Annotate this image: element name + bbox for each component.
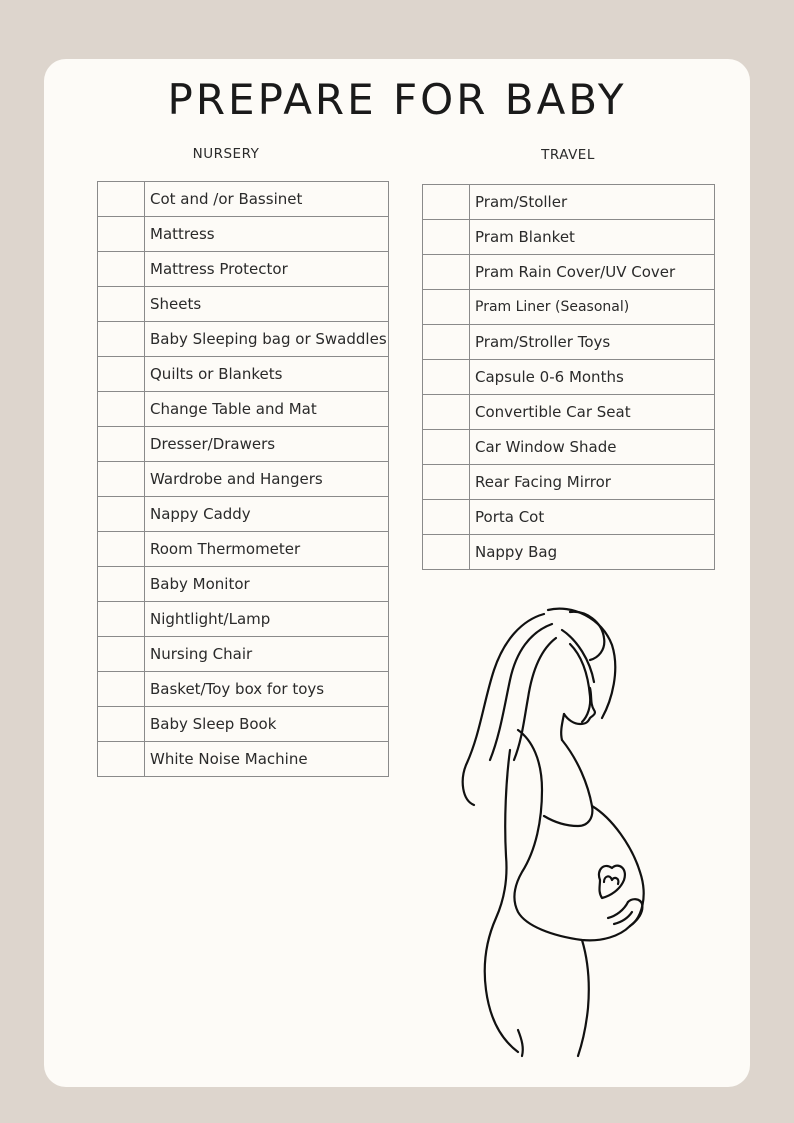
checklist-row: [98, 357, 389, 392]
item-label: Pram/Stoller: [470, 185, 715, 220]
item-label: Pram Rain Cover/UV Cover: [470, 255, 715, 290]
checkbox-cell[interactable]: [98, 252, 145, 287]
checkbox-cell[interactable]: [98, 672, 145, 707]
checkbox-cell[interactable]: [98, 462, 145, 497]
checklist-row: [423, 290, 715, 325]
checkbox-cell[interactable]: [423, 500, 470, 535]
checkbox-cell[interactable]: [98, 427, 145, 462]
checklist-row: [423, 500, 715, 535]
checklist-row: [98, 427, 389, 462]
checklist-row: [423, 395, 715, 430]
checkbox-cell[interactable]: [98, 217, 145, 252]
checklist-row: [423, 325, 715, 360]
pregnant-woman-line-art-icon: [452, 600, 662, 1060]
checkbox-cell[interactable]: [98, 497, 145, 532]
item-label: Pram Liner (Seasonal): [470, 290, 715, 325]
item-label: White Noise Machine: [145, 742, 389, 777]
checkbox-cell[interactable]: [98, 637, 145, 672]
item-label: Wardrobe and Hangers: [145, 462, 389, 497]
checklist-row: [423, 185, 715, 220]
checklist-row: [98, 217, 389, 252]
checkbox-cell[interactable]: [98, 322, 145, 357]
item-label: Nappy Caddy: [145, 497, 389, 532]
item-label: Rear Facing Mirror: [470, 465, 715, 500]
checklist-row: [98, 252, 389, 287]
checkbox-cell[interactable]: [98, 742, 145, 777]
checklist-row: [98, 497, 389, 532]
item-label: Mattress: [145, 217, 389, 252]
checkbox-cell[interactable]: [98, 602, 145, 637]
checklist-row: [423, 255, 715, 290]
checkbox-cell[interactable]: [98, 392, 145, 427]
item-label: Baby Sleep Book: [145, 707, 389, 742]
checkbox-cell[interactable]: [98, 567, 145, 602]
item-label: Mattress Protector: [145, 252, 389, 287]
checklist-row: [423, 535, 715, 570]
checkbox-cell[interactable]: [423, 185, 470, 220]
checkbox-cell[interactable]: [98, 182, 145, 217]
page-title: PREPARE FOR BABY: [167, 75, 627, 124]
item-label: Convertible Car Seat: [470, 395, 715, 430]
travel-heading: TRAVEL: [541, 147, 595, 163]
checklist-row: [98, 532, 389, 567]
checklist-row: [423, 220, 715, 255]
checklist-row: [98, 287, 389, 322]
checkbox-cell[interactable]: [98, 287, 145, 322]
checkbox-cell[interactable]: [98, 357, 145, 392]
item-label: Quilts or Blankets: [145, 357, 389, 392]
item-label: Change Table and Mat: [145, 392, 389, 427]
nursery-heading: NURSERY: [192, 146, 260, 162]
checklist-row: [423, 360, 715, 395]
item-label: Porta Cot: [470, 500, 715, 535]
checklist-row: [98, 462, 389, 497]
checklist-row: [98, 672, 389, 707]
checkbox-cell[interactable]: [423, 255, 470, 290]
checklist-row: [98, 707, 389, 742]
travel-checklist: [422, 184, 715, 570]
item-label: Room Thermometer: [145, 532, 389, 567]
item-label: Basket/Toy box for toys: [145, 672, 389, 707]
item-label: Nursing Chair: [145, 637, 389, 672]
checkbox-cell[interactable]: [423, 465, 470, 500]
checklist-row: [98, 637, 389, 672]
item-label: Baby Sleeping bag or Swaddles: [145, 322, 389, 357]
checklist-row: [423, 465, 715, 500]
item-label: Nightlight/Lamp: [145, 602, 389, 637]
item-label: Car Window Shade: [470, 430, 715, 465]
checkbox-cell[interactable]: [423, 395, 470, 430]
checkbox-cell[interactable]: [423, 430, 470, 465]
item-label: Baby Monitor: [145, 567, 389, 602]
checkbox-cell[interactable]: [423, 220, 470, 255]
checklist-row: [98, 602, 389, 637]
item-label: Pram/Stroller Toys: [470, 325, 715, 360]
checklist-row: [98, 742, 389, 777]
checkbox-cell[interactable]: [98, 532, 145, 567]
checkbox-cell[interactable]: [423, 325, 470, 360]
checkbox-cell[interactable]: [98, 707, 145, 742]
checkbox-cell[interactable]: [423, 290, 470, 325]
checklist-row: [98, 322, 389, 357]
item-label: Cot and /or Bassinet: [145, 182, 389, 217]
checklist-row: [98, 182, 389, 217]
item-label: Dresser/Drawers: [145, 427, 389, 462]
item-label: Sheets: [145, 287, 389, 322]
checkbox-cell[interactable]: [423, 535, 470, 570]
checkbox-cell[interactable]: [423, 360, 470, 395]
item-label: Nappy Bag: [470, 535, 715, 570]
item-label: Capsule 0-6 Months: [470, 360, 715, 395]
item-label: Pram Blanket: [470, 220, 715, 255]
checklist-row: [423, 430, 715, 465]
checklist-row: [98, 567, 389, 602]
nursery-checklist: [97, 181, 389, 777]
checklist-row: [98, 392, 389, 427]
